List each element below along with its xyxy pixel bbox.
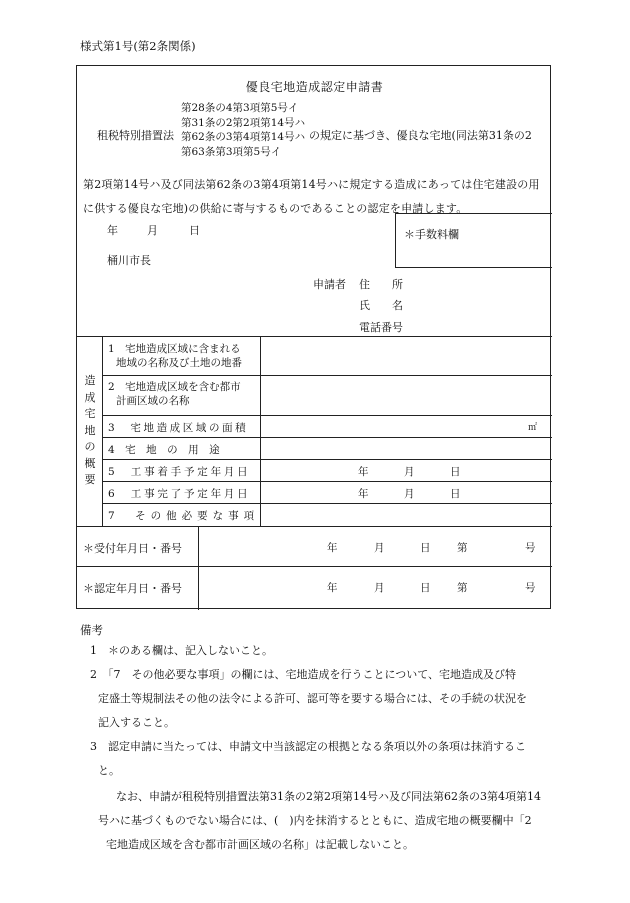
approval-day: 日: [420, 582, 431, 594]
receipt-label: ＊受付年月日・番号: [83, 542, 182, 555]
overview-row-3-label: 3 宅地造成区域の面積: [108, 422, 249, 434]
approval-month: 月: [374, 582, 385, 594]
end-year: 年: [358, 488, 369, 500]
notes-heading: 備考: [80, 623, 103, 637]
note-line: 1 ＊のある欄は、記入しないこと。: [90, 644, 273, 657]
clause-item: 第62条の3第4項第14号ハ: [181, 131, 306, 143]
law-name: 租税特別措置法: [97, 129, 174, 142]
approval-no: 第: [457, 582, 468, 594]
clause-item: 第31条の2第2項第14号ハ: [181, 116, 306, 129]
fee-box: [395, 213, 552, 268]
intro-line-3: に供する優良な宅地)の供給に寄与するものであることの認定を申請します。: [83, 202, 468, 215]
date-day: 日: [189, 224, 200, 237]
overview-row-4-label: 4 宅 地 の 用 途: [108, 444, 220, 456]
approval-year: 年: [327, 582, 338, 594]
overview-side-label: 造 成 宅 地 の 概 要: [84, 374, 96, 486]
applicant-label: 申請者: [313, 278, 346, 291]
clause-item: 第63条第3項第5号イ: [181, 145, 282, 158]
start-year: 年: [358, 466, 369, 478]
approval-go: 号: [525, 582, 536, 594]
note-line: 記入すること。: [98, 716, 175, 729]
note-line: と。: [98, 764, 120, 777]
note-line: 3 認定申請に当たっては、申請文中当該認定の根拠となる条項以外の条項は抹消するこ: [90, 740, 526, 753]
applicant-name-label: 氏 名: [359, 299, 403, 312]
clause-list: [181, 101, 305, 159]
start-day: 日: [450, 466, 461, 478]
receipt-day: 日: [420, 542, 431, 554]
fee-box-label: ＊手数料欄: [404, 228, 459, 241]
receipt-month: 月: [374, 542, 385, 554]
application-form: [76, 65, 551, 609]
receipt-no: 第: [457, 542, 468, 554]
addressee: 桶川市長: [107, 254, 151, 267]
applicant-phone-label: 電話番号: [359, 321, 403, 334]
end-month: 月: [404, 488, 415, 500]
end-day: 日: [450, 488, 461, 500]
receipt-year: 年: [327, 542, 338, 554]
approval-label: ＊認定年月日・番号: [83, 582, 182, 595]
note-line: 号ハに基づくものでない場合には、( )内を抹消するとともに、造成宅地の概要欄中「2: [98, 814, 532, 827]
overview-row-7-label: 7 その他必要な事項: [108, 510, 260, 522]
overview-row-2-label: 2 宅地造成区域を含む都市 計画区域の名称: [108, 381, 241, 407]
date-month: 月: [147, 224, 158, 237]
applicant-address-label: 住 所: [359, 278, 403, 291]
date-year: 年: [107, 224, 118, 237]
overview-row-5-label: 5 工事着手予定年月日: [108, 466, 251, 478]
form-number: 様式第1号(第2条関係): [80, 39, 196, 53]
note-line: 宅地造成区域を含む都市計画区域の名称」は記載しないこと。: [106, 838, 414, 851]
clause-item: 第28条の4第3項第5号イ: [181, 102, 299, 114]
overview-row-1-label: 1 宅地造成区域に含まれる 地域の名称及び土地の地番: [108, 343, 242, 369]
note-line: 定盛土等規制法その他の法令による許可、認可等を要する場合には、その手続の状況を: [98, 692, 527, 705]
overview-row-6-label: 6 工事完了予定年月日: [108, 488, 251, 500]
intro-continuation: の規定に基づき、優良な宅地(同法第31条の2: [309, 129, 532, 142]
note-line: なお、申請が租税特別措置法第31条の2第2項第14号ハ及び同法第62条の3第4項第14: [116, 790, 541, 803]
form-title: 優良宅地造成認定申請書: [245, 80, 384, 94]
start-month: 月: [404, 466, 415, 478]
note-line: 2 「7 その他必要な事項」の欄には、宅地造成を行うことについて、宅地造成及び特: [90, 668, 517, 681]
intro-line-2: 第2項第14号ハ及び同法第62条の3第4項第14号ハに規定する造成にあっては住宅建設の用: [83, 178, 540, 191]
area-unit: ㎡: [528, 423, 538, 433]
receipt-go: 号: [525, 542, 536, 554]
